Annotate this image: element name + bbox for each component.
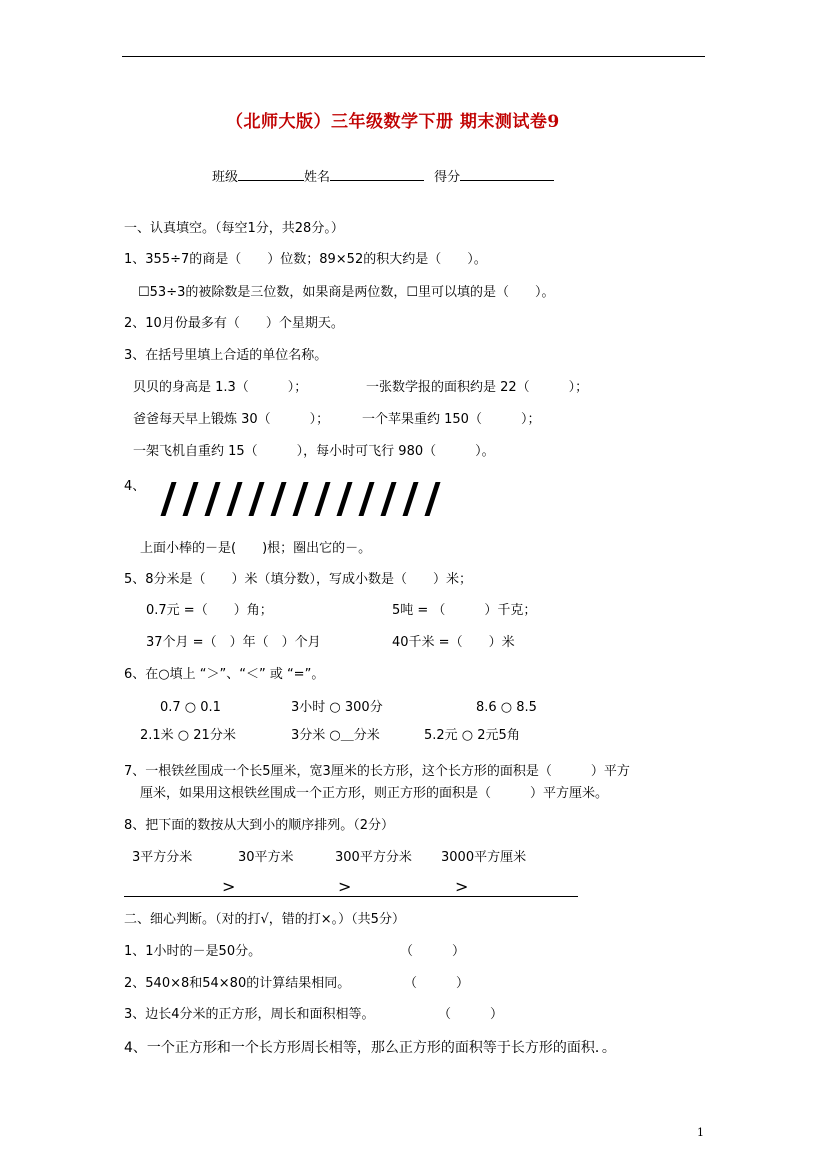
question-3b-right: 一个苹果重约 150（ ）； xyxy=(362,412,541,427)
sticks-figure xyxy=(160,482,460,518)
question-7a: 7、一根铁丝围成一个长5厘米，宽3厘米的长方形，这个长方形的面积是（ ）平方 xyxy=(124,764,630,779)
class-label: 班级 xyxy=(212,170,239,185)
question-3c: 一架飞机自重约 15（ ），每小时可飞行 980（ ）。 xyxy=(133,444,495,459)
question-2: 2、10月份最多有（ ）个星期天。 xyxy=(124,316,344,331)
stick xyxy=(358,482,374,516)
compare-item: 8.6 ○ 8.5 xyxy=(476,700,537,715)
header-rule xyxy=(122,56,705,57)
question-4-text: 上面小棒的－是( )根；圈出它的－。 xyxy=(140,541,372,556)
judge-3-paren[interactable]: （ ） xyxy=(438,1007,504,1022)
compare-item: 5.2元 ○ 2元5角 xyxy=(424,728,520,743)
name-field[interactable] xyxy=(330,166,424,181)
student-info xyxy=(212,166,554,187)
judge-2-paren[interactable]: （ ） xyxy=(404,976,470,991)
score-label: 得分 xyxy=(434,170,461,185)
page-number: 1 xyxy=(697,1126,704,1139)
name-label: 姓名 xyxy=(304,170,331,185)
greater-than-sign: > xyxy=(222,877,236,896)
question-1b: ☐53÷3的被除数是三位数，如果商是两位数，☐里可以填的是（ ）。 xyxy=(138,285,555,300)
page-title: （北师大版）三年级数学下册 期末测试卷9 xyxy=(226,112,560,132)
stick xyxy=(160,482,176,516)
question-1a: 1、355÷7的商是（ ）位数；89×52的积大约是（ ）。 xyxy=(124,252,487,267)
section1-heading: 一、认真填空。（每空1分，共28分。） xyxy=(124,221,344,236)
stick xyxy=(270,482,286,516)
judge-2: 2、540×8和54×80的计算结果相同。 xyxy=(124,976,351,991)
judge-4: 4、一个正方形和一个长方形周长相等，那么正方形的面积等于长方形的面积．。 xyxy=(124,1040,616,1056)
score-field[interactable] xyxy=(460,166,554,181)
compare-item: 2.1米 ○ 21分米 xyxy=(140,728,236,743)
compare-item: 3分米 ○＿分米 xyxy=(291,728,380,743)
section2-heading: 二、细心判断。（对的打√，错的打×。）（共5分） xyxy=(124,912,405,927)
order-item: 3平方分米 xyxy=(132,850,193,865)
stick xyxy=(402,482,418,516)
stick xyxy=(204,482,220,516)
compare-item: 3小时 ○ 300分 xyxy=(291,700,383,715)
question-3a-left: 贝贝的身高是 1.3（ ）； xyxy=(133,380,308,395)
greater-than-sign: > xyxy=(338,877,352,896)
question-3a-right: 一张数学报的面积约是 22（ ）； xyxy=(366,380,589,395)
judge-3: 3、边长4分米的正方形，周长和面积相等。 xyxy=(124,1007,375,1022)
stick xyxy=(424,482,440,516)
compare-item: 0.7 ○ 0.1 xyxy=(160,700,221,715)
question-4-number: 4、 xyxy=(124,479,146,494)
question-3b-left: 爸爸每天早上锻炼 30（ ）； xyxy=(133,412,330,427)
question-5c-left: 37个月 =（ ）年（ ）个月 xyxy=(146,635,321,650)
stick xyxy=(380,482,396,516)
question-6: 6、在○填上 “＞”、“＜” 或 “=”。 xyxy=(124,667,325,682)
answer-line[interactable] xyxy=(124,896,578,897)
stick xyxy=(226,482,242,516)
order-item: 3000平方厘米 xyxy=(441,850,527,865)
question-5b-right: 5吨 = （ ）千克； xyxy=(392,603,537,618)
order-item: 300平方分米 xyxy=(335,850,412,865)
question-5c-right: 40千米 =（ ）米 xyxy=(392,635,515,650)
question-5b-left: 0.7元 =（ ）角； xyxy=(146,603,273,618)
question-8: 8、把下面的数按从大到小的顺序排列。（2分） xyxy=(124,818,395,833)
judge-1-paren[interactable]: （ ） xyxy=(400,944,466,959)
stick xyxy=(336,482,352,516)
question-7b: 厘米，如果用这根铁丝围成一个正方形，则正方形的面积是（ ）平方厘米。 xyxy=(140,786,609,801)
question-3: 3、在括号里填上合适的单位名称。 xyxy=(124,348,328,363)
order-item: 30平方米 xyxy=(238,850,294,865)
class-field[interactable] xyxy=(238,166,304,181)
question-5a: 5、8分米是（ ）米（填分数），写成小数是（ ）米； xyxy=(124,572,473,587)
greater-than-sign: > xyxy=(455,877,469,896)
stick xyxy=(182,482,198,516)
stick xyxy=(248,482,264,516)
stick xyxy=(314,482,330,516)
judge-1: 1、1小时的－是50分。 xyxy=(124,944,262,959)
stick xyxy=(292,482,308,516)
